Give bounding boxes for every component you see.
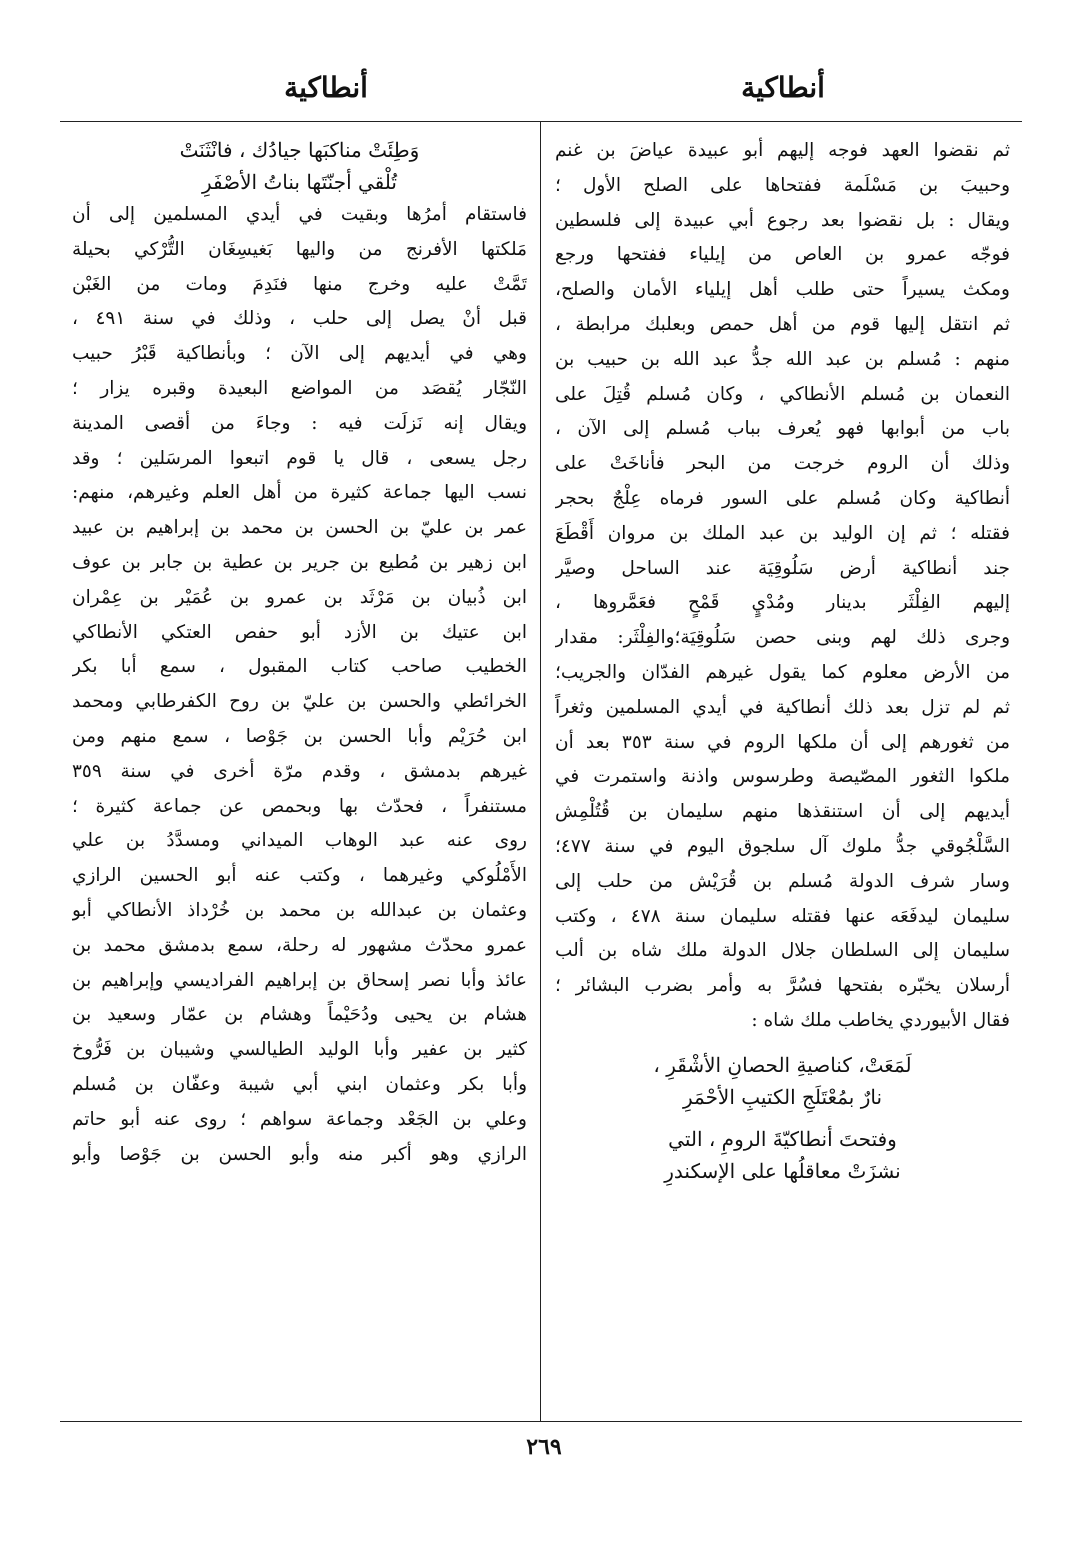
text-line: ابن ذُبيان بن مَرْثَد بن عمرو بن عُمَيْر بن عِمْران [72,586,527,608]
text-line: وسار شرف الدولة مُسلم بن قُرَيْش من حلب إلى [555,870,1010,892]
text-line: الخطيب صاحب كتاب المقبول ، سمع أبا بكر [72,656,527,678]
text-line: عائذ وأبا نصر إسحاق بن إبراهيم الفراديسي وإبراهيم بن [72,969,527,991]
column-divider [540,121,541,1421]
page-number: ٢٦٩ [526,1434,562,1460]
text-line: ويقال : بل نقضوا بعد رجوع أبي عبيدة إلى فلسطين [555,209,1010,231]
text-line: الخرائطي والحسن بن عليّ بن روح الكفرطابي ومحمد [72,691,527,713]
text-line: الرازي وهو أكبر منه وأبو الحسن بن جَوْصا وأبو [72,1143,527,1165]
text-line: النعمان بن مُسلم الأنطاكي ، وكان مُسلم قُتِلَ على [555,383,1010,405]
text-line: عمر بن عليّ بن الحسن بن محمد بن إبراهيم بن عبيد [72,517,527,539]
text-line: أنطاكية وكان مُسلم على السور فرماه عِلْجٌ بحجر [555,487,1010,509]
text-line: روى عنه عبد الوهاب الميداني ومسدَّدُ بن علي [72,830,527,852]
text-line: وذلك أن الروم خرجت من البحر فأناخَتْ على [555,453,1010,475]
header-title-right: أنطاكية [741,71,825,104]
text-line: عمرو محدّث مشهور له رحلة، سمع بدمشق محمد بن [72,934,527,956]
text-line: أرسلان يخبّره بفتحها فسُرَّ به وأمر بضرب البشائر ؛ [555,975,1010,997]
right-column [555,134,1010,1187]
text-line: فوجّه عمرو بن العاص من إيلياء ففتحها ورجع [555,244,1010,266]
top-rule [60,121,1022,122]
bottom-rule [60,1421,1022,1422]
text-line: وجرى ذلك لهم وبنى حصن سَلُوقِيَة؛والفِلْثَر: مقدار [555,627,1010,649]
text-line: النّجّار يُقصَد من المواضع البعيدة وقبره يزار ؛ [72,377,527,399]
text-line: وعثمان بن عبدالله بن محمد بن خُرْداذ الأنطاكي أبو [72,899,527,921]
text-line: منهم : مُسلم بن عبد الله جدُّ عبد الله بن حبيب بن [555,348,1010,370]
verse-hemistich: تُلْقي أجنّتَها بناتُ الأصْفَرِ [202,170,397,194]
verse-hemistich: لَمَعَتْ، كناصيةِ الحصانِ الأشْقَرِ ، [653,1052,912,1077]
text-line: نسب اليها جماعة كثيرة من أهل العلم وغيرهم، منهم: [72,482,527,504]
text-line: ابن عتيك بن الأزد أبو حفص العتكي الأنطاكي [72,621,527,643]
text-line: سليمان إلى السلطان جلال الدولة ملك شاه بن ألب [555,940,1010,962]
left-column [72,134,527,1172]
text-line: أيديهم إلى أن استنقذها منهم سليمان بن قُتُلْمِش [555,801,1010,823]
text-line: ويقال إنه نَزلَت فيه : وجاءَ من أقصى المدينة [72,412,527,434]
text-line: وأبا بكر وعثمان ابني أبي شيبة وعفّان بن مُسلم [72,1073,527,1095]
text-line: كثير بن عفير وأبا الوليد الطيالسي وشيبان بن فَرُّوخ [72,1039,527,1061]
text-line: جند أنطاكية أرض سَلُوقِيَة عند الساحل وصيَّر [555,557,1010,579]
text-line: تَمَّتْ عليه وخرج منها فنَدِمَ ومات من الغَبْن [72,273,527,295]
text-line: الأَمْلُوكي وغيرهما ، وكتب عنه أبو الحسين الرازي [72,865,527,887]
text-line: من ثغورهم إلى أن ملكها الروم في سنة ٣٥٣ بعد أن [555,731,1010,753]
text-line: إليهم الفِلْثَر بدينار ومُدْيٍ قَمْحٍ فعَمَّروها ، [555,592,1010,614]
text-line: ثم لم تزل بعد ذلك أنطاكية في أيدي المسلمين وثغراً [555,696,1010,718]
text-line: ابن زهير بن مُطيع بن جرير بن عطية بن جابر بن عوف [72,551,527,573]
text-line: ثم انتقل إليها قوم من أهل حمص وبعلبك مرابطة ، [555,313,1010,335]
verse-spacer [555,1039,1010,1049]
verse-spacer [555,1113,1010,1123]
verse-hemistich: نارٌ بمُعْتَلَجِ الكتيبِ الأحْمَرِ [682,1084,883,1109]
text-line: سليمان ليدفَعَه عنها فقتله سليمان سنة ٤٧٨ ، وكتب [555,905,1010,927]
verse-hemistich: وَطِئَتْ مناكبَها جيادُك ، فانْثَنَتْ [179,138,420,162]
verse-hemistich: نشزَتْ معاقلُها على الإسكندرِ [664,1158,901,1183]
text-line: وهي في أيديهم إلى الآن ؛ وبأنطاكية قَبْرُ حبيب [72,343,527,365]
text-line: فاستقام أمرُها وبقيت في أيدي المسلمين إلى أن [72,204,527,225]
text-line: مَلكتها الأفرنج من واليها بَغيسِغَان التُّرْكي بحيلة [72,238,527,260]
text-line: رجل يسعى ، قال يا قوم اتبعوا المرسَلين ؛ وقد [72,447,527,469]
verse-hemistich: وفتحتَ أنطاكيّةَ الرومِ ، التي [668,1126,897,1151]
text-line: مستنفراً ، فحدّث بها وبحمص عن جماعة كثيرة ؛ [72,795,527,817]
text-line: ملكوا الثغور المصّيصة وطرسوس واذنة واستمرت في [555,766,1010,788]
text-line: ومكث يسيراً حتى طلب أهل إيلياء الأمان والصلح، [555,279,1010,301]
text-line: فقتله ؛ ثم إن الوليد بن عبد الملك بن مروان أَقْطَعَ [555,522,1010,544]
text-line: من الأرض معلوم كما يقول غيرهم الفدّان والجريب؛ [555,661,1010,683]
header-title-left: أنطاكية [284,71,368,104]
text-line: ثم نقضوا العهد فوجه إليهم أبو عبيدة عياضَ بن غنم [555,140,1010,161]
text-line: هشام بن يحيى ودُحَيْماً وهشام بن عمّار وسعيد بن [72,1004,527,1026]
text-line: السَّلْجُوقي جدُّ ملوك آل سلجوق اليوم في سنة ٤٧٧؛ [555,835,1010,857]
text-line: غيرهم بدمشق ، وقدم مرّة أخرى في سنة ٣٥٩ [72,760,527,782]
text-line: وعلي بن الجَعْد وجماعة سواهم ؛ روى عنه أبو حاتم [72,1108,527,1130]
text-line: قبل أنْ يصل إلى حلب ، وذلك في سنة ٤٩١ ، [72,308,527,330]
text-line: ابن حُرَيْم وأبا الحسن بن جَوْصا ، سمع منهم ومن [72,725,527,747]
text-line: فقال الأبيوردي يخاطب ملك شاه : [751,1009,1010,1031]
text-line: وحبيبَ بن مَسْلَمة ففتحاها على الصلح الأول ؛ [555,174,1010,196]
text-line: باب من أبوابها فهو يُعرف بباب مُسلم إلى الآن ، [555,418,1010,440]
